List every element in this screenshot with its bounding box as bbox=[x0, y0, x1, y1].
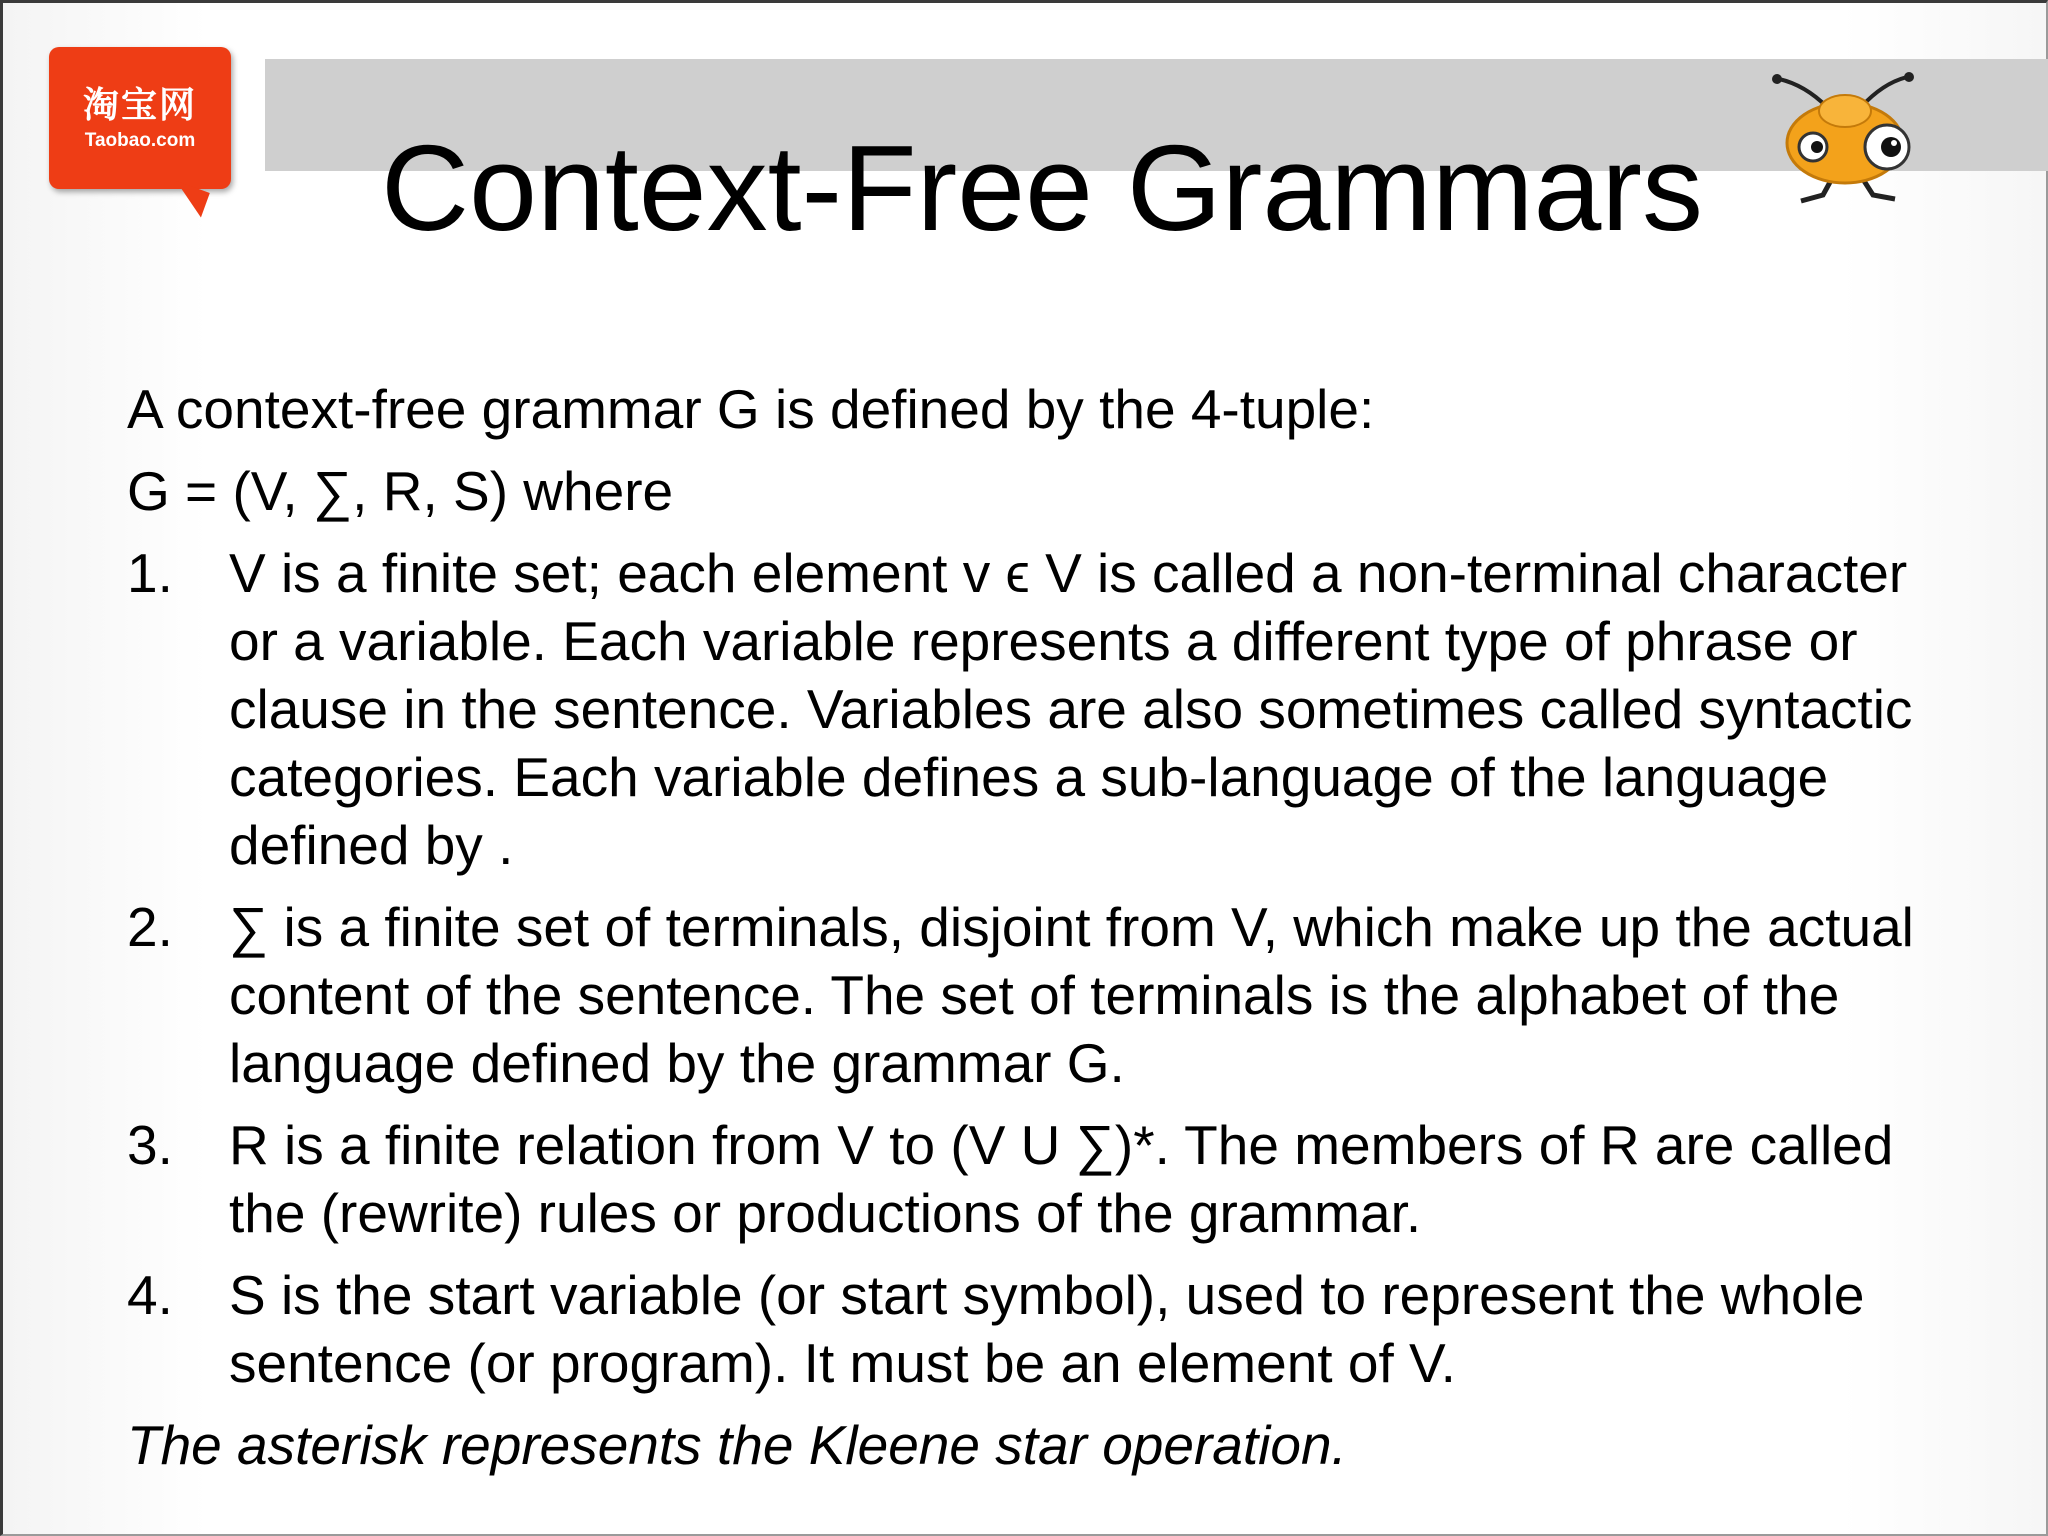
logo-english-text: Taobao.com bbox=[84, 130, 196, 151]
list-text: R is a finite relation from V to (V U ∑)*. The members of R are called the (rewrite) rules or productions of the grammar. bbox=[229, 1114, 1894, 1244]
list-number: 3. bbox=[127, 1114, 173, 1176]
list-text: S is the start variable (or start symbol), used to represent the whole sentence (or program). It must be an element of V. bbox=[229, 1264, 1865, 1394]
list-number: 1. bbox=[127, 542, 173, 604]
list-text: ∑ is a finite set of terminals, disjoint from V, which make up the actual content of the sentence. The set of terminals is the alphabet of the language defined by the grammar G. bbox=[229, 896, 1914, 1094]
list-item bbox=[127, 1261, 1927, 1397]
ant-mascot-icon bbox=[1765, 55, 1925, 205]
slide-title: Context-Free Grammars bbox=[381, 120, 1703, 256]
list-item bbox=[127, 539, 1927, 879]
footnote: The asterisk represents the Kleene star operation. bbox=[127, 1414, 1347, 1476]
intro-line: A context-free grammar G is defined by the 4-tuple: bbox=[127, 378, 1375, 440]
logo-chinese-text: 淘宝网 bbox=[82, 84, 197, 125]
list-number: 2. bbox=[127, 896, 173, 958]
list-number: 4. bbox=[127, 1264, 173, 1326]
list-text: V is a finite set; each element v ϵ V is called a non-terminal character or a variable. Each variable represents a different type of phrase or clause in the sentence. Variables are also sometimes called syntactic categories. Each variable defines a sub-language of the language defined by . bbox=[229, 542, 1913, 876]
list-item bbox=[127, 893, 1927, 1097]
list-item bbox=[127, 1111, 1927, 1247]
tuple-line: G = (V, ∑, R, S) where bbox=[127, 460, 674, 522]
slide-body bbox=[127, 375, 1927, 1493]
